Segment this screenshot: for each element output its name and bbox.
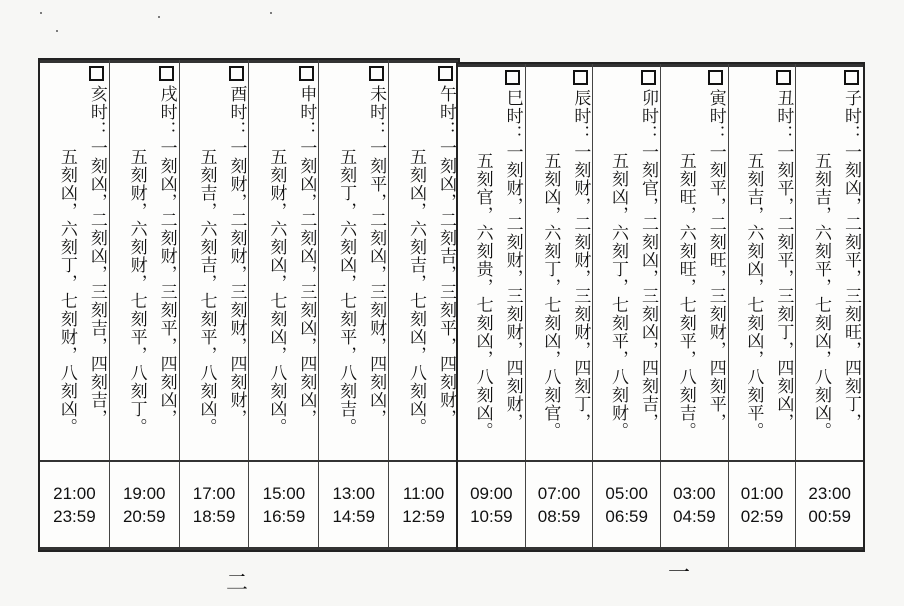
time-end: 06:59 bbox=[605, 507, 648, 526]
square-icon bbox=[641, 70, 656, 85]
left-time-row bbox=[40, 460, 458, 550]
time-range-cell bbox=[525, 462, 593, 550]
time-start: 03:00 bbox=[673, 484, 716, 504]
quarter-line-2: 五刻吉，六刻平，七刻凶，八刻凶。 bbox=[811, 152, 832, 440]
time-range-cell bbox=[318, 462, 388, 550]
hour-label: 卯时： bbox=[638, 89, 659, 143]
square-icon bbox=[573, 70, 588, 85]
time-end: 20:59 bbox=[122, 507, 166, 526]
time-end: 16:59 bbox=[262, 507, 306, 526]
time-start: 01:00 bbox=[740, 484, 784, 504]
left-page bbox=[38, 58, 460, 552]
hour-column-chou bbox=[728, 64, 796, 464]
left-columns bbox=[40, 60, 458, 460]
quarter-line-2: 五刻凶，六刻丁，七刻平，八刻财。 bbox=[608, 152, 629, 440]
hour-column-wei bbox=[318, 60, 388, 460]
square-icon bbox=[159, 66, 174, 81]
hour-column-chen bbox=[525, 64, 593, 464]
hour-label: 子时： bbox=[841, 89, 862, 143]
time-start: 09:00 bbox=[470, 484, 513, 504]
quarter-line-1: 一刻凶，二刻财，三刻平，四刻凶， bbox=[156, 139, 177, 427]
time-range-cell bbox=[795, 462, 863, 550]
time-range-cell bbox=[109, 462, 179, 550]
square-icon bbox=[438, 66, 453, 81]
hour-label: 未时： bbox=[366, 85, 387, 139]
time-end: 00:59 bbox=[808, 507, 851, 526]
square-icon bbox=[299, 66, 314, 81]
quarter-line-1: 一刻财，二刻财，三刻财，四刻丁， bbox=[570, 143, 591, 431]
hour-column-shen bbox=[248, 60, 318, 460]
quarter-line-2: 五刻旺，六刻旺，七刻平，八刻吉。 bbox=[675, 152, 696, 440]
quarter-line-2: 五刻凶，六刻丁，七刻凶，八刻官。 bbox=[540, 152, 561, 440]
hour-label: 戌时： bbox=[156, 85, 177, 139]
scan-speck bbox=[40, 12, 42, 14]
quarter-line-1: 一刻凶，二刻平，三刻旺，四刻丁， bbox=[841, 143, 862, 431]
time-range-cell bbox=[40, 462, 109, 550]
square-icon bbox=[89, 66, 104, 81]
time-start: 13:00 bbox=[332, 484, 375, 504]
hour-label: 寅时： bbox=[705, 89, 726, 143]
hour-label: 亥时： bbox=[86, 85, 107, 139]
hour-column-zi bbox=[795, 64, 863, 464]
quarter-line-2: 五刻凶，六刻丁，七刻财，八刻凶。 bbox=[56, 148, 77, 436]
quarter-line-1: 一刻平，二刻平，三刻丁，四刻凶， bbox=[773, 143, 794, 431]
time-end: 23:59 bbox=[53, 507, 96, 526]
time-end: 08:59 bbox=[537, 507, 581, 526]
quarter-line-2: 五刻官，六刻贵，七刻凶，八刻凶。 bbox=[472, 152, 493, 440]
hour-column-xu bbox=[109, 60, 179, 460]
quarter-line-2: 五刻财，六刻凶，七刻凶，八刻凶。 bbox=[266, 148, 287, 436]
time-range-cell bbox=[179, 462, 249, 550]
time-end: 04:59 bbox=[673, 507, 716, 526]
square-icon bbox=[229, 66, 244, 81]
quarter-line-2: 五刻吉，六刻吉，七刻平，八刻凶。 bbox=[196, 148, 217, 436]
time-end: 02:59 bbox=[740, 507, 784, 526]
hour-column-hai bbox=[40, 60, 109, 460]
hour-column-yin bbox=[660, 64, 728, 464]
quarter-line-1: 一刻凶，二刻凶，三刻凶，四刻凶， bbox=[296, 139, 317, 427]
quarter-line-1: 一刻官，二刻凶，三刻凶，四刻吉， bbox=[638, 143, 659, 431]
hour-label: 丑时： bbox=[773, 89, 794, 143]
quarter-line-2: 五刻凶，六刻吉，七刻凶，八刻凶。 bbox=[405, 148, 426, 436]
scan-speck bbox=[270, 12, 272, 14]
square-icon bbox=[708, 70, 723, 85]
square-icon bbox=[369, 66, 384, 81]
time-end: 12:59 bbox=[402, 507, 445, 526]
time-range-cell bbox=[660, 462, 728, 550]
quarter-line-1: 一刻平，二刻旺，三刻财，四刻平， bbox=[705, 143, 726, 431]
hour-column-mao bbox=[592, 64, 660, 464]
time-end: 18:59 bbox=[192, 507, 236, 526]
time-start: 21:00 bbox=[53, 484, 96, 504]
right-columns bbox=[458, 64, 863, 464]
time-range-cell bbox=[458, 462, 525, 550]
time-start: 19:00 bbox=[122, 484, 166, 504]
hour-column-wu bbox=[388, 60, 458, 460]
time-start: 07:00 bbox=[537, 484, 581, 504]
hour-label: 申时： bbox=[296, 85, 317, 139]
quarter-line-1: 一刻财，二刻财，三刻财，四刻财， bbox=[226, 139, 247, 427]
quarter-line-1: 一刻财，二刻财，三刻财，四刻财， bbox=[502, 143, 523, 431]
right-time-row bbox=[458, 460, 863, 550]
square-icon bbox=[505, 70, 520, 85]
time-start: 05:00 bbox=[605, 484, 648, 504]
square-icon bbox=[776, 70, 791, 85]
right-page bbox=[456, 62, 865, 552]
time-end: 14:59 bbox=[332, 507, 375, 526]
quarter-line-2: 五刻财，六刻财，七刻平，八刻丁。 bbox=[126, 148, 147, 436]
page-number-right: 一 bbox=[668, 561, 691, 586]
quarter-line-2: 五刻丁，六刻凶，七刻平，八刻吉。 bbox=[336, 148, 357, 436]
time-range-cell bbox=[248, 462, 318, 550]
quarter-line-1: 一刻平，二刻凶，三刻财，四刻凶， bbox=[366, 139, 387, 427]
hour-label: 午时： bbox=[435, 85, 456, 139]
hour-label: 酉时： bbox=[226, 85, 247, 139]
scan-speck bbox=[158, 16, 160, 18]
quarter-line-1: 一刻凶，二刻凶，三刻吉，四刻吉， bbox=[86, 139, 107, 427]
quarter-line-1: 一刻凶，二刻吉，三刻平，四刻财， bbox=[435, 139, 456, 427]
time-start: 23:00 bbox=[808, 484, 851, 504]
square-icon bbox=[844, 70, 859, 85]
time-start: 11:00 bbox=[402, 484, 445, 504]
time-range-cell bbox=[592, 462, 660, 550]
time-range-cell bbox=[728, 462, 796, 550]
scan-speck bbox=[56, 30, 58, 32]
page-number-left: 二 bbox=[226, 571, 249, 596]
time-range-cell bbox=[388, 462, 458, 550]
hour-column-si bbox=[458, 64, 525, 464]
hour-label: 巳时： bbox=[502, 89, 523, 143]
hour-label: 辰时： bbox=[570, 89, 591, 143]
time-start: 15:00 bbox=[262, 484, 306, 504]
time-end: 10:59 bbox=[470, 507, 513, 526]
quarter-line-2: 五刻吉，六刻凶，七刻凶，八刻平。 bbox=[743, 152, 764, 440]
hour-column-you bbox=[179, 60, 249, 460]
time-start: 17:00 bbox=[192, 484, 236, 504]
